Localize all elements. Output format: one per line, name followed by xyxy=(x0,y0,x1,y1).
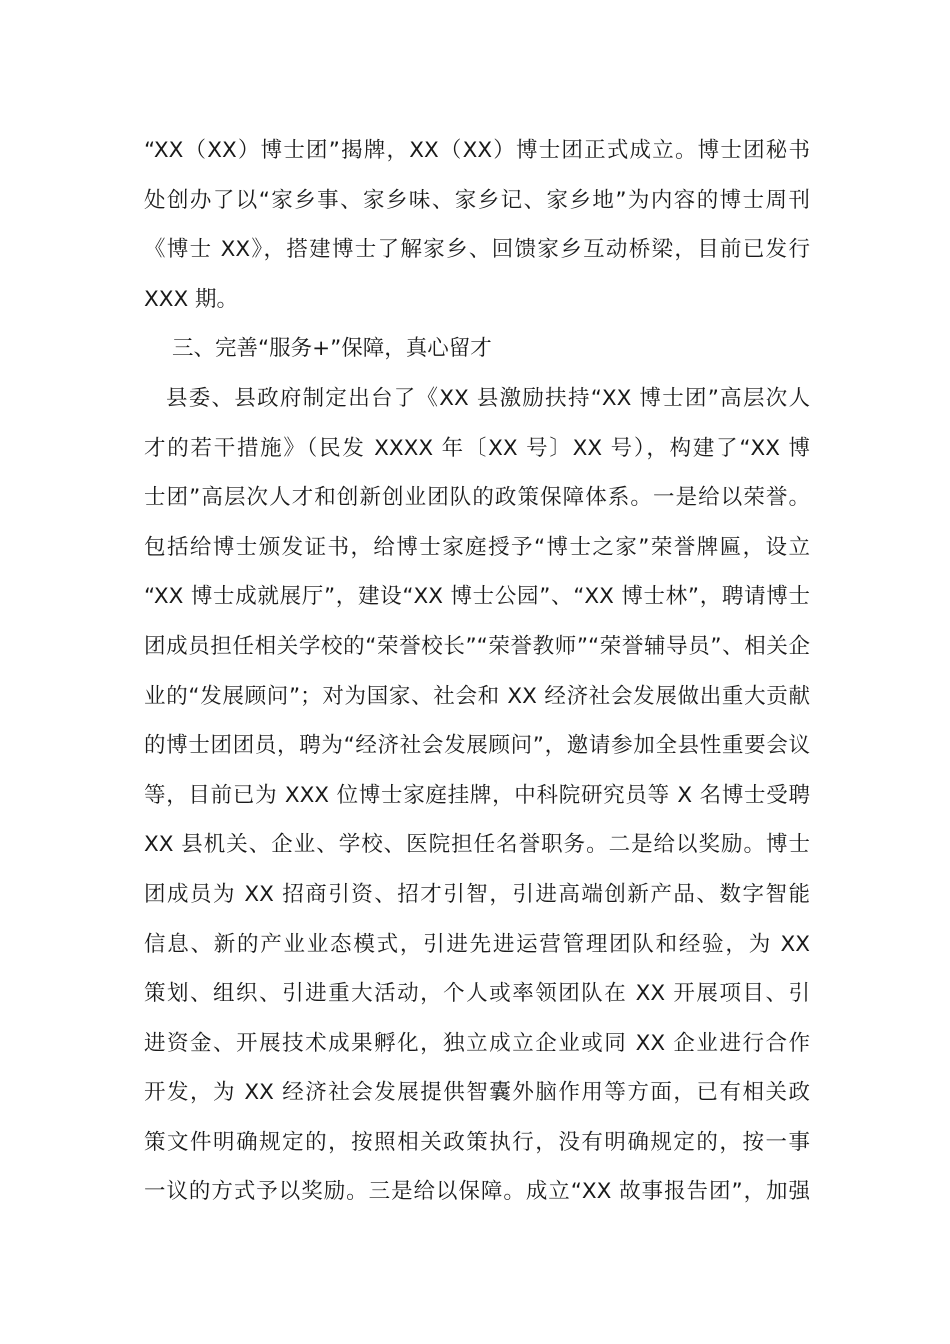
paragraph-2-line-12: 信息、新的产业业态模式，引进先进运营管理团队和经验，为 XX xyxy=(144,931,810,957)
paragraph-2-line-4: 包括给博士颁发证书，给博士家庭授予“博士之家”荣誉牌匾，设立 xyxy=(144,534,810,560)
paragraph-1-line-2: 处创办了以“家乡事、家乡味、家乡记、家乡地”为内容的博士周刊 xyxy=(144,187,810,213)
paragraph-2-line-3: 士团”高层次人才和创新创业团队的政策保障体系。一是给以荣誉。 xyxy=(144,485,810,511)
document-body xyxy=(144,126,810,1217)
paragraph-2-line-10: XX 县机关、企业、学校、医院担任名誉职务。二是给以奖励。博士 xyxy=(144,832,810,858)
paragraph-2-line-9: 等，目前已为 XXX 位博士家庭挂牌，中科院研究员等 X 名博士受聘 xyxy=(144,782,810,808)
paragraph-1-line-1: “XX（XX）博士团”揭牌，XX（XX）博士团正式成立。博士团秘书 xyxy=(144,138,810,163)
paragraph-2-line-16: 策文件明确规定的，按照相关政策执行，没有明确规定的，按一事 xyxy=(144,1129,810,1155)
paragraph-2-line-15: 开发，为 XX 经济社会发展提供智囊外脑作用等方面，已有相关政 xyxy=(144,1080,810,1106)
paragraph-2-line-13: 策划、组织、引进重大活动，个人或率领团队在 XX 开展项目、引 xyxy=(144,981,810,1007)
paragraph-2-line-11: 团成员为 XX 招商引资、招才引智，引进高端创新产品、数字智能 xyxy=(144,881,810,907)
paragraph-2-line-2: 才的若干措施》（民发 XXXX 年〔XX 号〕XX 号），构建了“XX 博 xyxy=(144,435,810,461)
section-heading: 三、完善“服务+”保障，真心留才 xyxy=(172,336,492,362)
paragraph-1-line-3: 《博士 XX》，搭建博士了解家乡、回馈家乡互动桥梁，目前已发行 xyxy=(144,237,810,263)
paragraph-2-line-7: 业的“发展顾问”；对为国家、社会和 XX 经济社会发展做出重大贡献 xyxy=(144,683,810,709)
paragraph-2-line-5: “XX 博士成就展厅”，建设“XX 博士公园”、“XX 博士林”，聘请博士 xyxy=(144,584,810,610)
paragraph-2-line-14: 进资金、开展技术成果孵化，独立成立企业或同 XX 企业进行合作 xyxy=(144,1030,810,1056)
paragraph-2-line-8: 的博士团团员，聘为“经济社会发展顾问”，邀请参加全县性重要会议 xyxy=(144,733,810,759)
paragraph-2-line-17: 一议的方式予以奖励。三是给以保障。成立“XX 故事报告团”，加强 xyxy=(144,1179,810,1205)
paragraph-2-line-6: 团成员担任相关学校的“荣誉校长”“荣誉教师”“荣誉辅导员”、相关企 xyxy=(144,633,810,659)
paragraph-2-line-1: 县委、县政府制定出台了《XX 县激励扶持“XX 博士团”高层次人 xyxy=(166,385,810,411)
paragraph-1-line-4: XXX 期。 xyxy=(144,286,239,312)
